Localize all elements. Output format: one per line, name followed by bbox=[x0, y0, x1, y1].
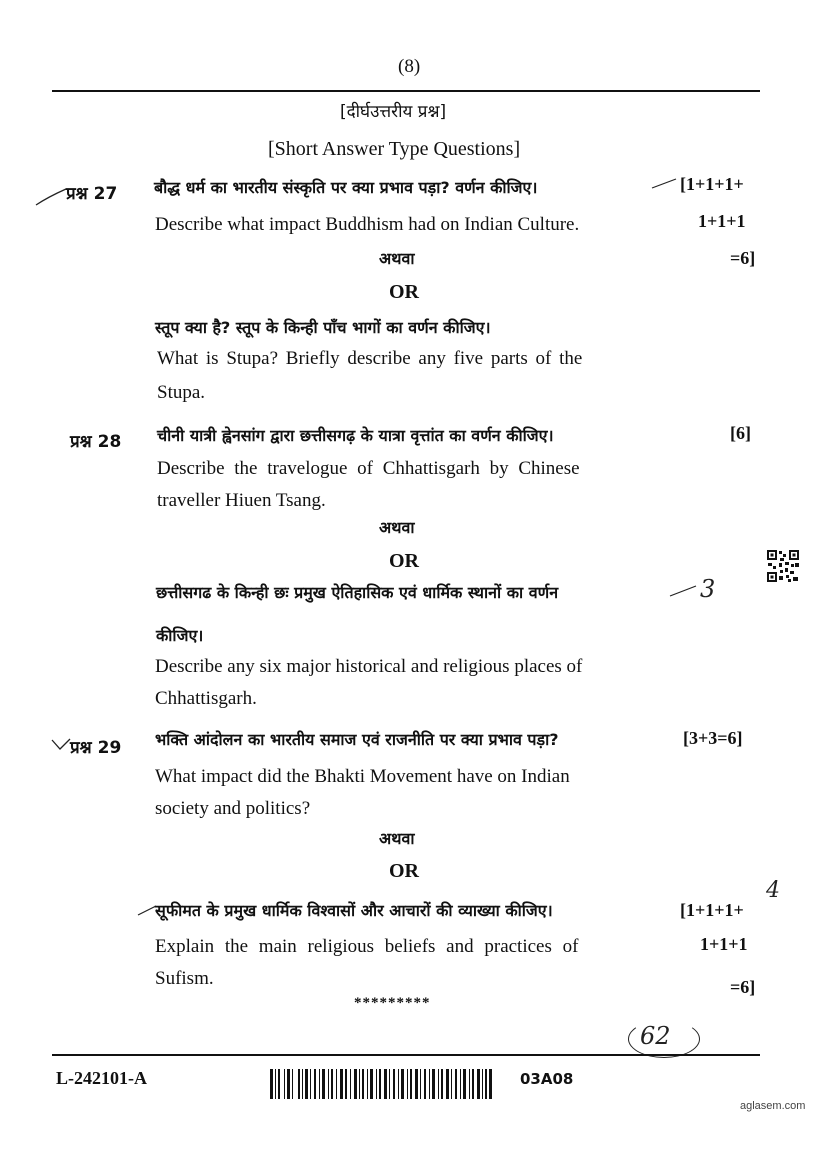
question-29-label: प्रश्न 29 bbox=[70, 738, 122, 758]
question-28-alt-english: Describe any six major historical and religious places of bbox=[155, 656, 583, 677]
question-28-english: Describe the travelogue of Chhattisgarh by Chinese bbox=[157, 458, 580, 479]
question-27-alt-english-cont: Stupa. bbox=[157, 382, 206, 403]
bottom-divider bbox=[52, 1054, 760, 1056]
question-28-alt-english-cont: Chhattisgarh. bbox=[155, 688, 257, 709]
end-marker: ********* bbox=[354, 995, 431, 1011]
question-27-label: प्रश्न 27 bbox=[66, 184, 118, 204]
question-27-hindi: बौद्ध धर्म का भारतीय संस्कृति पर क्या प्रभाव पड़ा? वर्णन कीजिए। bbox=[154, 178, 538, 197]
pen-tick-icon bbox=[50, 737, 72, 751]
or-english: OR bbox=[389, 860, 419, 882]
page-number: (8) bbox=[398, 56, 421, 77]
barcode-icon bbox=[270, 1069, 492, 1099]
handwritten-mark-4: 4 bbox=[766, 878, 780, 903]
question-27-marks-cont: 1+1+1 bbox=[698, 211, 746, 231]
question-29-alt-marks: [1+1+1+ bbox=[680, 900, 744, 920]
or-hindi: अथवा bbox=[379, 829, 415, 848]
question-29-alt-marks-total: =6] bbox=[730, 977, 756, 997]
top-divider bbox=[52, 90, 760, 92]
question-27-alt-hindi: स्तूप क्या है? स्तूप के किन्ही पाँच भागों का वर्णन कीजिए। bbox=[155, 318, 491, 337]
pen-tick-icon bbox=[668, 584, 698, 598]
question-29-alt-english-cont: Sufism. bbox=[155, 968, 214, 989]
watermark: aglasem.com bbox=[740, 1100, 806, 1112]
barcode-number: 03A08 bbox=[520, 1070, 574, 1088]
question-28-alt-hindi: छत्तीसगढ के किन्ही छः प्रमुख ऐतिहासिक एवं धार्मिक स्थानों का वर्णन bbox=[156, 583, 559, 602]
pen-tick-icon bbox=[34, 185, 68, 209]
question-29-english: What impact did the Bhakti Movement have on Indian bbox=[155, 766, 570, 787]
question-29-alt-english: Explain the main religious beliefs and practices of bbox=[155, 936, 579, 957]
question-29-alt-marks-cont: 1+1+1 bbox=[700, 934, 748, 954]
question-27-english: Describe what impact Buddhism had on Indian Culture. bbox=[155, 214, 580, 235]
or-hindi: अथवा bbox=[379, 518, 415, 537]
or-english: OR bbox=[389, 550, 419, 572]
or-english: OR bbox=[389, 281, 419, 303]
question-28-alt-hindi-cont: कीजिए। bbox=[156, 626, 204, 645]
question-28-english-cont: traveller Hiuen Tsang. bbox=[157, 490, 326, 511]
question-27-marks-total: =6] bbox=[730, 248, 756, 268]
question-29-marks: [3+3=6] bbox=[683, 728, 743, 748]
section-title-english: [Short Answer Type Questions] bbox=[268, 138, 521, 160]
question-28-marks: [6] bbox=[730, 423, 751, 443]
question-28-hindi: चीनी यात्री ह्वेनसांग द्वारा छत्तीसगढ़ के यात्रा वृत्तांत का वर्णन कीजिए। bbox=[157, 426, 554, 445]
paper-code: L-242101-A bbox=[56, 1068, 147, 1088]
question-28-label: प्रश्न 28 bbox=[70, 432, 122, 452]
question-27-alt-english: What is Stupa? Briefly describe any five parts of the bbox=[157, 348, 583, 369]
question-27-marks: [1+1+1+ bbox=[680, 174, 744, 194]
handwritten-total: 62 bbox=[640, 1022, 671, 1050]
or-hindi: अथवा bbox=[379, 249, 415, 268]
question-29-hindi: भक्ति आंदोलन का भारतीय समाज एवं राजनीति पर क्या प्रभाव पड़ा? bbox=[155, 730, 559, 749]
question-29-english-cont: society and politics? bbox=[155, 798, 311, 819]
pen-tick-icon bbox=[650, 176, 678, 190]
question-29-alt-hindi: सूफीमत के प्रमुख धार्मिक विश्वासों और आचारों की व्याख्या कीजिए। bbox=[155, 901, 553, 920]
qr-code-icon bbox=[766, 549, 800, 583]
handwritten-mark-3: 3 bbox=[700, 575, 716, 603]
section-title-hindi: [दीर्घउत्तरीय प्रश्न] bbox=[340, 102, 447, 122]
